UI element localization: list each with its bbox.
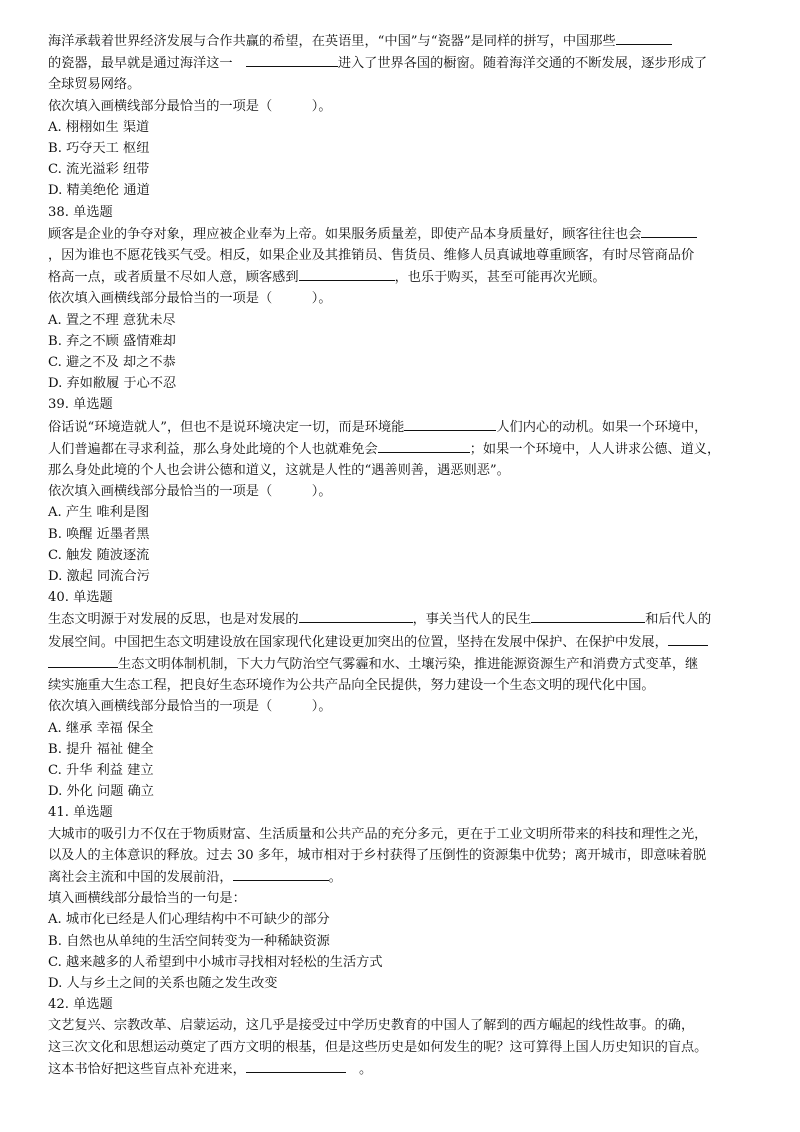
q40-option-c[interactable]: C. 升华 利益 建立 xyxy=(48,762,154,778)
question-42 xyxy=(48,994,752,1080)
q42-heading: 42. 单选题 xyxy=(48,997,113,1013)
q37-option-c[interactable]: C. 流光溢彩 纽带 xyxy=(48,162,150,178)
q41-blank xyxy=(233,866,329,881)
q38-option-c[interactable]: C. 避之不及 却之不恭 xyxy=(48,355,176,371)
q41-option-c[interactable]: C. 越来越多的人希望到中小城市寻找相对轻松的生活方式 xyxy=(48,954,383,970)
q40-line-3: 生态文明体制机制，下大力气防治空气雾霾和水、土壤污染，推进能源资源生产和消费方式变革，继 xyxy=(48,653,752,675)
q39-prompt: 依次填入画横线部分最恰当的一项是（ ）。 xyxy=(48,484,332,500)
q40-blank-3b xyxy=(48,653,118,668)
q39-heading: 39. 单选题 xyxy=(48,397,113,413)
q37-option-a[interactable]: A. 栩栩如生 渠道 xyxy=(48,119,150,135)
q38-line-3: 格高一点，或者质量不尽如人意，顾客感到 ，也乐于购买，甚至可能再次光顾。 xyxy=(48,266,752,288)
q41-line-1: 大城市的吸引力不仅在于物质财富、生活质量和公共产品的充分多元，更在于工业文明所带来的科技和理性之光， xyxy=(48,826,708,842)
q40-option-b[interactable]: B. 提升 福祉 健全 xyxy=(48,741,154,757)
q39-line-3: 那么身处此境的个人也会讲公德和道义，这就是人性的“遇善则善，遇恶则恶”。 xyxy=(48,463,510,479)
question-37 xyxy=(48,30,752,202)
question-38 xyxy=(48,202,752,395)
q40-blank-1 xyxy=(299,608,413,623)
q38-option-d[interactable]: D. 弃如敝履 于心不忍 xyxy=(48,376,177,392)
q41-option-d[interactable]: D. 人与乡土之间的关系也随之发生改变 xyxy=(48,975,278,991)
q40-line-2: 发展空间。中国把生态文明建设放在国家现代化建设更加突出的位置，坚持在发展中保护、在保护中发展， xyxy=(48,631,752,653)
q39-line-1: 俗话说“环境造就人”，但也不是说环境决定一切，而是环境能 人们内心的动机。如果一个环境中， xyxy=(48,416,752,438)
q40-line-4: 续实施重大生态工程，把良好生态环境作为公共产品向全民提供，努力建设一个生态文明的现代化中国。 xyxy=(48,678,655,694)
q38-line-1: 顾客是企业的争夺对象，理应被企业奉为上帝。如果服务质量差，即使产品本身质量好，顾客往往也会 xyxy=(48,223,752,245)
q42-blank xyxy=(246,1058,346,1073)
q39-option-c[interactable]: C. 触发 随波逐流 xyxy=(48,547,150,563)
q37-line-2: 的瓷器，最早就是通过海洋这一 进入了世界各国的橱窗。随着海洋交通的不断发展，逐步形成了 xyxy=(48,52,752,74)
q39-blank-1 xyxy=(404,416,496,431)
question-41 xyxy=(48,802,752,994)
q37-line-3: 全球贸易网络。 xyxy=(48,77,141,93)
q37-prompt: 依次填入画横线部分最恰当的一项是（ ）。 xyxy=(48,98,332,114)
q37-blank-2 xyxy=(246,52,338,67)
q39-option-b[interactable]: B. 唤醒 近墨者黑 xyxy=(48,526,150,542)
q41-line-2: 以及人的主体意识的释放。过去 30 多年，城市相对于乡村获得了压倒性的资源集中优势；离开城市，即意味着脱 xyxy=(48,847,707,863)
q42-line-1: 文艺复兴、宗教改革、启蒙运动，这几乎是接受过中学历史教育的中国人了解到的西方崛起的线性故事。的确， xyxy=(48,1018,695,1034)
q40-prompt: 依次填入画横线部分最恰当的一项是（ ）。 xyxy=(48,699,332,715)
q39-option-d[interactable]: D. 激起 同流合污 xyxy=(48,569,150,585)
q38-prompt: 依次填入画横线部分最恰当的一项是（ ）。 xyxy=(48,291,332,307)
q41-option-a[interactable]: A. 城市化已经是人们心理结构中不可缺少的部分 xyxy=(48,912,330,928)
q39-blank-2 xyxy=(378,438,470,453)
q40-option-d[interactable]: D. 外化 问题 确立 xyxy=(48,784,154,800)
q40-option-a[interactable]: A. 继承 幸福 保全 xyxy=(48,720,154,736)
q42-line-3: 这本书恰好把这些盲点补充进来， 。 xyxy=(48,1058,752,1080)
q38-option-a[interactable]: A. 置之不理 意犹未尽 xyxy=(48,312,176,328)
q37-line-1: 海洋承载着世界经济发展与合作共赢的希望，在英语里，“中国”与“瓷器”是同样的拼写，中国那些 xyxy=(48,30,752,52)
question-40 xyxy=(48,587,752,802)
q40-heading: 40. 单选题 xyxy=(48,590,113,606)
q41-line-3: 离社会主流和中国的发展前沿， 。 xyxy=(48,866,752,888)
q37-option-b[interactable]: B. 巧夺天工 枢纽 xyxy=(48,141,150,157)
q39-option-a[interactable]: A. 产生 唯利是图 xyxy=(48,505,150,521)
q40-blank-3a xyxy=(668,631,708,646)
q41-prompt: 填入画横线部分最恰当的一句是： xyxy=(48,891,246,907)
q41-option-b[interactable]: B. 自然也从单纯的生活空间转变为一种稀缺资源 xyxy=(48,933,330,949)
q38-blank-2 xyxy=(299,266,395,281)
q42-line-2: 这三次文化和思想运动奠定了西方文明的根基，但是这些历史是如何发生的呢？这可算得上国人历史知识的盲点。 xyxy=(48,1039,708,1055)
q38-blank-1 xyxy=(641,223,697,238)
question-39 xyxy=(48,394,752,587)
q37-option-d[interactable]: D. 精美绝伦 通道 xyxy=(48,183,150,199)
q38-option-b[interactable]: B. 弃之不顾 盛情难却 xyxy=(48,333,176,349)
q40-blank-2 xyxy=(531,608,645,623)
q38-heading: 38. 单选题 xyxy=(48,204,113,220)
q38-line-2: ，因为谁也不愿花钱买气受。相反，如果企业及其推销员、售货员、维修人员真诚地尊重顾客，有时尽管商品价 xyxy=(48,248,695,264)
q39-line-2: 人们普遍都在寻求利益，那么身处此境的个人也就难免会 ；如果一个环境中，人人讲求公德、道义， xyxy=(48,438,752,460)
q37-blank-1 xyxy=(616,30,672,45)
q40-line-1: 生态文明源于对发展的反思，也是对发展的 ，事关当代人的民生 和后代人的 xyxy=(48,608,752,630)
q41-heading: 41. 单选题 xyxy=(48,805,113,821)
